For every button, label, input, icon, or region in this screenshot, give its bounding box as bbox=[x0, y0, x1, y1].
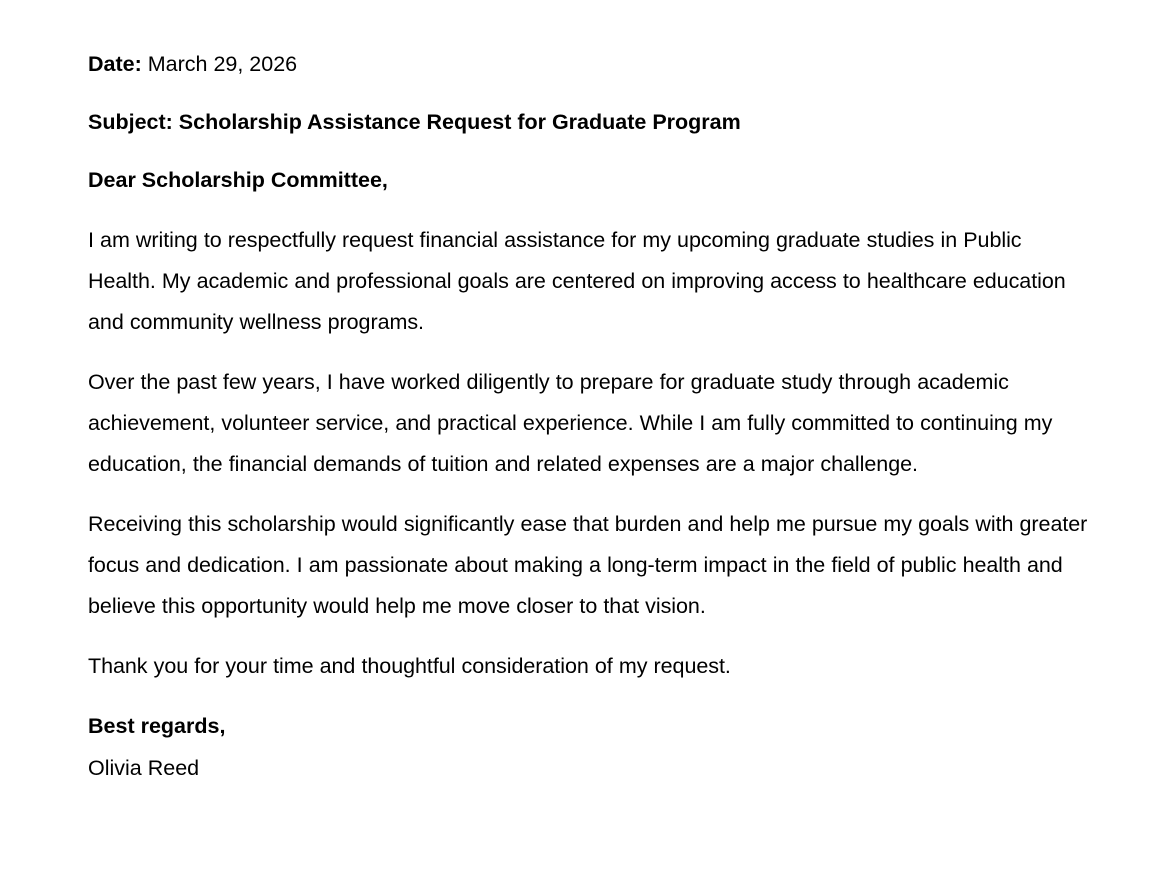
body-paragraph-4: Thank you for your time and thoughtful consideration of my request. bbox=[88, 654, 731, 678]
body-paragraph-3: Receiving this scholarship would significantly ease that burden and help me pursue my goals with greater focus and dedication. I am passionate about making a long-term impact in the field of public health and believe this opportunity would help me move closer to that vision. bbox=[88, 512, 1088, 618]
date-label: Date: bbox=[88, 52, 142, 76]
subject-line: Subject: Scholarship Assistance Request for Graduate Program bbox=[88, 110, 741, 134]
body-paragraph-2: Over the past few years, I have worked diligently to prepare for graduate study through academic achievement, volunteer service, and practical experience. While I am fully committed to continuing my education, the financial demands of tuition and related expenses are a major challenge. bbox=[88, 370, 1053, 476]
body-paragraph-1: I am writing to respectfully request financial assistance for my upcoming graduate studies in Public Health. My academic and professional goals are centered on improving access to healthcare education and community wellness programs. bbox=[88, 228, 1066, 334]
date-value: March 29, 2026 bbox=[141, 52, 298, 76]
salutation: Dear Scholarship Committee, bbox=[88, 168, 388, 192]
signature-name: Olivia Reed bbox=[88, 756, 200, 780]
letter-body bbox=[88, 44, 1088, 789]
closing-line: Best regards, bbox=[88, 714, 226, 738]
date-line bbox=[88, 44, 1088, 85]
